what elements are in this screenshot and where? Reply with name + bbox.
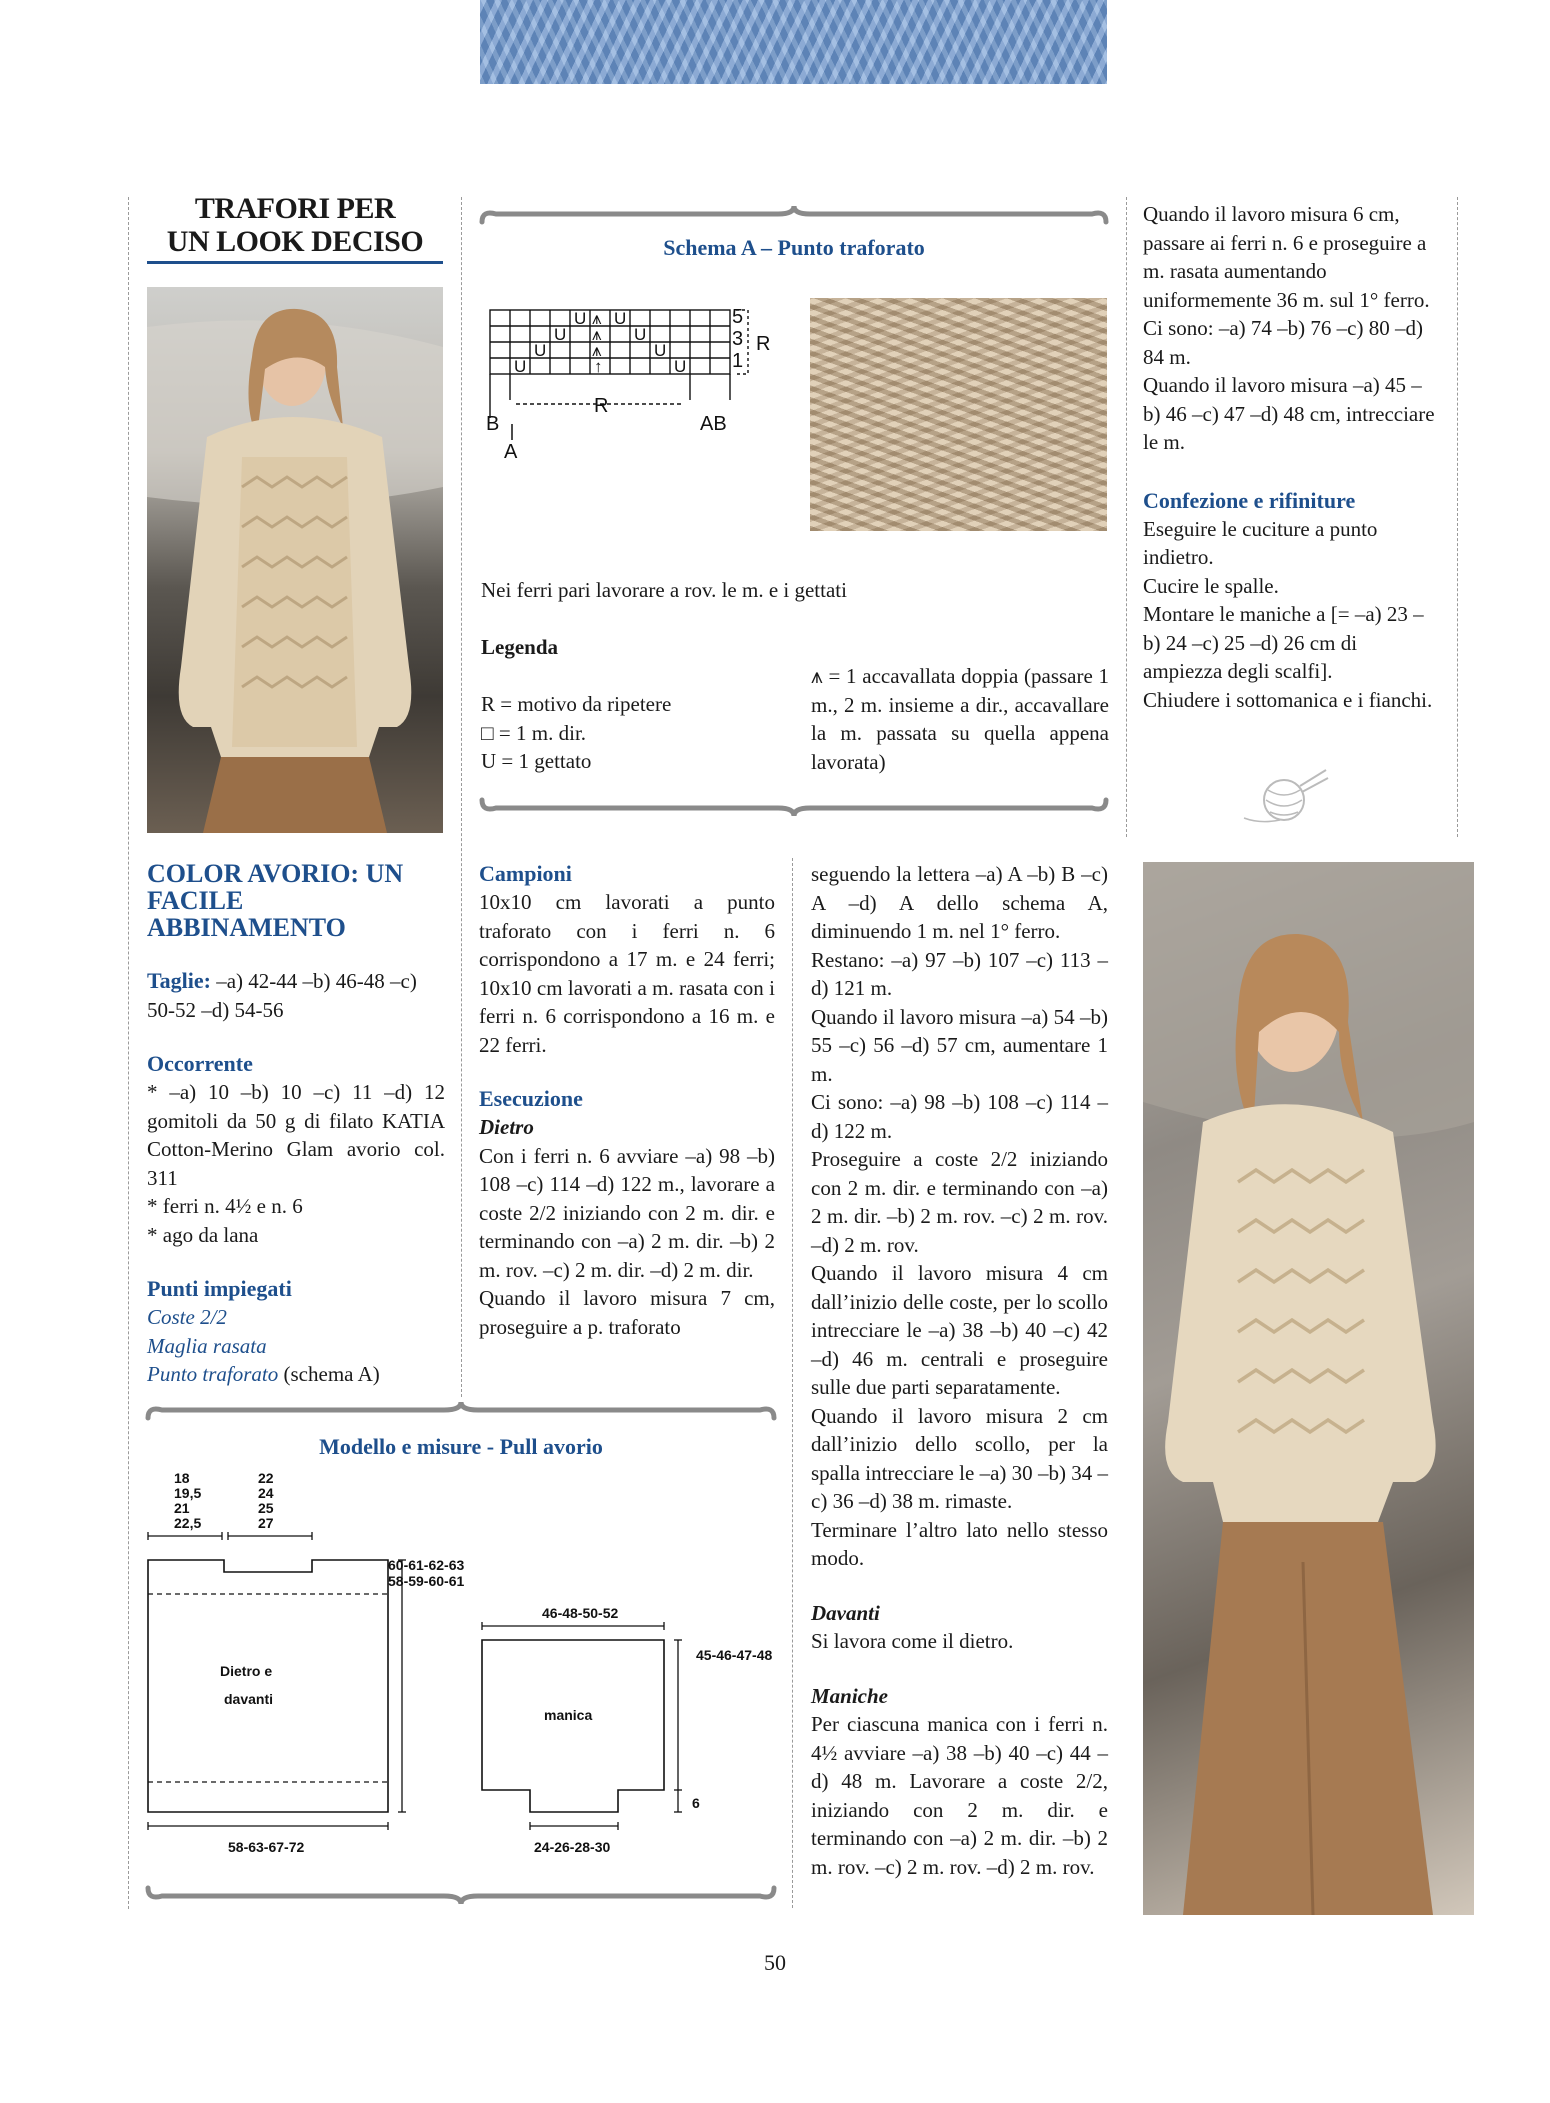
third-column — [811, 860, 1108, 1881]
paragraph: Terminare l’altro lato nello stesso modo. — [811, 1517, 1108, 1570]
legend-title: Legenda — [481, 635, 559, 659]
paragraph: Cucire le spalle. — [1143, 573, 1279, 598]
schema-frame-top — [478, 204, 1110, 226]
column-rule — [461, 197, 462, 1397]
punti-heading: Punti impiegati — [147, 1276, 292, 1301]
column-rule — [1126, 197, 1127, 837]
schema-note: Nei ferri pari lavorare a rov. le m. e i gettati — [481, 578, 847, 602]
page-number: 50 — [764, 1950, 786, 1975]
svg-text:U: U — [514, 357, 527, 376]
dietro-heading: Dietro — [479, 1115, 534, 1139]
middle-column — [479, 860, 775, 1341]
dim-shoulder: 19,5 — [174, 1485, 202, 1501]
stitch-chart — [486, 300, 786, 475]
esecuzione-heading: Esecuzione — [479, 1086, 583, 1111]
dim-sleeve-top: 46-48-50-52 — [542, 1605, 619, 1621]
campioni-heading: Campioni — [479, 861, 572, 886]
legend-right: ⩚ = 1 accavallata doppia (passare 1 m., 2 m. insieme a dir., accavallare la m. passata su quella appena lavorata) — [811, 664, 1109, 774]
diagram-frame-bottom — [144, 1884, 778, 1906]
paragraph: Si lavora come il dietro. — [811, 1629, 1014, 1653]
model-photo-right — [1143, 862, 1474, 1915]
paragraph: Per ciascuna manica con i ferri n. 4½ avviare –a) 38 –b) 40 –c) 44 –d) 48 m. Lavorare a coste 2/2, iniziando con 2 m. dir. e terminando con –a) 2 m. dir. –b) 2 m. rov. –c) 2 m. rov. –d) 2 m. rov. — [811, 1712, 1108, 1879]
dim-neck: 22 — [258, 1470, 274, 1486]
svg-text:⩚: ⩚ — [592, 325, 602, 344]
body-label: davanti — [224, 1691, 274, 1707]
paragraph: Con i ferri n. 6 avviare –a) 98 –b) 108 –c) 114 –d) 122 m., lavorare a coste 2/2 iniziando con 2 m. dir. e terminando con –a) 2 m. dir. –b) 2 m. rov. –c) 2 m. dir. –d) 2 m. dir. — [479, 1143, 775, 1282]
sleeve-label: manica — [544, 1707, 593, 1723]
paragraph: Ci sono: –a) 98 –b) 108 –c) 114 –d) 122 m. — [811, 1090, 1108, 1143]
list-item: * –a) 10 –b) 10 –c) 11 –d) 12 gomitoli da 50 g di filato KATIA Cotton-Merino Glam avorio col. 311 — [147, 1080, 445, 1190]
stitch-note: (schema A) — [278, 1362, 380, 1386]
legend-item: □ = 1 m. dir. — [481, 720, 587, 745]
paragraph: 10x10 cm lavorati a punto traforato con i ferri n. 6 corrispondono a 17 m. e 24 ferri; 10x10 cm lavorati a m. rasata con i ferri n. 6 corrispondono a 16 m. e 22 ferri. — [479, 890, 775, 1057]
title-line-1: TRAFORI PER — [194, 192, 396, 225]
chart-repeat-label: R — [594, 395, 609, 417]
paragraph: Restano: –a) 97 –b) 107 –c) 113 –d) 121 m. — [811, 947, 1108, 1000]
schema-heading: Schema A – Punto traforato — [663, 235, 925, 260]
model-illustration — [147, 287, 443, 833]
dim-sleeve-height: 45-46-47-48 — [696, 1647, 773, 1663]
body-label: Dietro e — [220, 1663, 273, 1679]
chart-ab-label: AB — [700, 413, 727, 435]
yarn-ball-icon — [1240, 768, 1330, 828]
model-photo-left — [147, 287, 443, 833]
taglie-value: –a) 42-44 –b) 46-48 –c) 50-52 –d) 54-56 — [147, 969, 417, 1022]
taglie-label: Taglie: — [147, 968, 211, 993]
knit-swatch-banner — [480, 0, 1107, 84]
svg-text:U: U — [554, 325, 567, 344]
measurement-diagram — [140, 1460, 790, 1880]
svg-text:U: U — [614, 309, 627, 328]
dim-body-width: 58-63-67-72 — [228, 1839, 305, 1855]
dim-neck: 24 — [258, 1485, 274, 1501]
dim-neck: 25 — [258, 1500, 274, 1516]
stitch-name: Maglia rasata — [147, 1333, 267, 1358]
confezione-heading: Confezione e rifiniture — [1143, 487, 1356, 513]
model-illustration — [1143, 862, 1474, 1915]
dim-body-height: 58-59-60-61 — [388, 1573, 465, 1589]
legend-item: U = 1 gettato — [481, 749, 592, 773]
paragraph: Quando il lavoro misura 6 cm, passare ai ferri n. 6 e proseguire a m. rasata aumentando uniformemente 36 m. sul 1° ferro. — [1143, 202, 1430, 312]
dim-body-height: 60-61-62-63 — [388, 1557, 465, 1573]
diagram-heading: Modello e misure - Pull avorio — [319, 1434, 603, 1459]
chart-row-label: 5 — [732, 306, 744, 328]
paragraph: Montare le maniche a [= –a) 23 –b) 24 –c) 25 –d) 26 cm di ampiezza degli scalfi]. — [1143, 602, 1424, 683]
dim-cuff-width: 24-26-28-30 — [534, 1839, 611, 1855]
list-item: * ago da lana — [147, 1222, 259, 1247]
occorrente-heading: Occorrente — [147, 1051, 253, 1076]
svg-text:U: U — [674, 357, 687, 376]
paragraph: Eseguire le cuciture a punto indietro. — [1143, 516, 1378, 569]
diagram-frame-top — [144, 1400, 778, 1422]
svg-text:↑: ↑ — [594, 357, 603, 376]
chart-repeat-label: R — [756, 333, 771, 355]
section-heading: COLOR AVORIO: UN — [147, 859, 404, 888]
column-rule — [792, 858, 793, 1908]
legend-left — [481, 690, 781, 776]
chart-symbols — [514, 309, 686, 376]
stitch-swatch-photo — [810, 298, 1107, 531]
svg-text:⩚: ⩚ — [592, 309, 602, 328]
title-line-2: UN LOOK DECISO — [166, 225, 424, 258]
legend-item: R = motivo da ripetere — [481, 692, 672, 716]
svg-text:⩚: ⩚ — [592, 341, 602, 360]
paragraph: Chiudere i sottomanica e i fianchi. — [1143, 687, 1433, 712]
paragraph: Proseguire a coste 2/2 iniziando con 2 m. dir. e terminando con –a) 2 m. dir. –b) 2 m. rov. –c) 2 m. rov. –d) 2 m. rov. — [811, 1147, 1108, 1257]
dim-shoulder: 22,5 — [174, 1515, 202, 1531]
maniche-heading: Maniche — [811, 1683, 889, 1708]
chart-row-label: 1 — [732, 350, 744, 372]
schema-frame-bottom — [478, 796, 1110, 818]
right-top-column — [1143, 200, 1439, 714]
section-heading: FACILE ABBINAMENTO — [147, 886, 346, 942]
chart-b-label: B — [486, 413, 500, 435]
paragraph: Quando il lavoro misura –a) 54 –b) 55 –c) 56 –d) 57 cm, aumentare 1 m. — [811, 1004, 1108, 1086]
paragraph: Quando il lavoro misura –a) 45 –b) 46 –c) 47 –d) 48 cm, intrecciare le m. — [1143, 373, 1435, 454]
paragraph: Quando il lavoro misura 4 cm dall’inizio delle coste, per lo scollo intrecciare le –a) 38 –b) 40 –c) 42 –d) 46 m. centrali e proseguire sulle due parti separatamente. — [811, 1261, 1108, 1399]
chart-row-label: 3 — [732, 328, 744, 350]
list-item: * ferri n. 4½ e n. 6 — [147, 1194, 303, 1218]
stitch-name: Punto traforato — [147, 1362, 279, 1386]
stitch-name: Coste 2/2 — [147, 1305, 227, 1329]
title-underline — [147, 261, 443, 264]
paragraph: Quando il lavoro misura 7 cm, proseguire a p. traforato — [479, 1286, 775, 1339]
svg-text:U: U — [654, 341, 667, 360]
dim-shoulder: 18 — [174, 1470, 190, 1486]
dim-cuff-height: 6 — [692, 1795, 700, 1811]
svg-text:U: U — [534, 341, 547, 360]
left-column — [147, 860, 445, 1389]
dim-neck: 27 — [258, 1515, 274, 1531]
dim-shoulder: 21 — [174, 1500, 190, 1516]
chart-a-label: A — [504, 441, 518, 463]
paragraph: seguendo la lettera –a) A –b) B –c) A –d) A dello schema A, diminuendo 1 m. nel 1° ferro. — [811, 862, 1108, 943]
svg-text:U: U — [574, 309, 587, 328]
column-rule — [128, 197, 129, 1909]
page-title — [145, 192, 445, 258]
column-rule — [1457, 197, 1458, 837]
davanti-heading: Davanti — [811, 1600, 880, 1625]
paragraph: Quando il lavoro misura 2 cm dall’inizio dello scollo, per la spalla intrecciare le –a) 30 –b) 34 –c) 36 –d) 38 m. rimaste. — [811, 1403, 1108, 1513]
paragraph: Ci sono: –a) 74 –b) 76 –c) 80 –d) 84 m. — [1143, 316, 1423, 369]
svg-text:U: U — [634, 325, 647, 344]
